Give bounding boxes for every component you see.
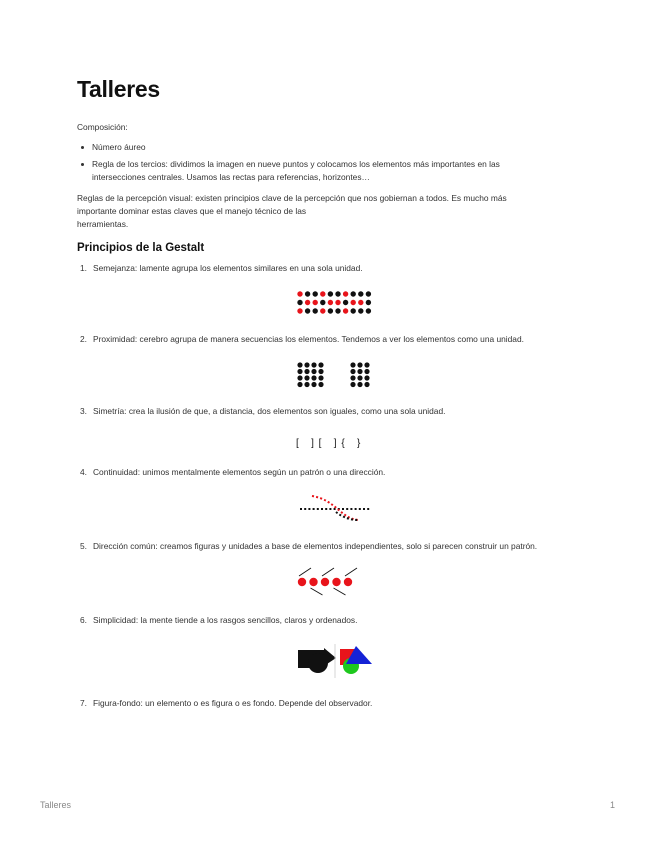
red-dot <box>309 578 317 586</box>
principle-number: 5. <box>80 541 87 551</box>
direction-arrow <box>322 568 334 576</box>
principle-semejanza <box>80 262 363 275</box>
principle-text: Figura-fondo: un elemento o es figura o es fondo. Depende del observador. <box>93 698 373 708</box>
black-dot <box>313 308 318 313</box>
footer-title: Talleres <box>40 800 72 810</box>
red-dot <box>343 308 348 313</box>
black-triangle <box>324 648 336 666</box>
principle-number: 2. <box>80 334 87 344</box>
semejanza-dots-figure <box>296 290 376 318</box>
gestalt-heading: Principios de la Gestalt <box>77 242 205 254</box>
black-dot <box>364 369 369 374</box>
principle-text: Semejanza: lamente agrupa los elementos similares en una sola unidad. <box>93 263 363 273</box>
black-dot <box>318 382 323 387</box>
black-dot <box>304 362 309 367</box>
black-dot <box>357 362 362 367</box>
principle-figura-fondo <box>80 697 373 710</box>
percepcion-line-1: Reglas de la percepción visual: existen principios clave de la percepción que nos gobiernan a todos. Es mucho más <box>77 193 507 203</box>
simetria-brackets-figure: [ ] [ ] { } <box>296 438 362 449</box>
black-dot <box>357 375 362 380</box>
black-dot <box>366 300 371 305</box>
page-title: Talleres <box>77 76 160 102</box>
black-dot <box>350 362 355 367</box>
direction-arrow <box>311 588 323 595</box>
simplicidad-shapes-figure <box>296 644 376 678</box>
principle-direccion-comun <box>80 540 538 553</box>
black-dot <box>351 291 356 296</box>
red-dot <box>328 300 333 305</box>
black-dot <box>318 362 323 367</box>
black-dot <box>297 362 302 367</box>
proximidad-dots-figure <box>296 361 376 389</box>
red-dot <box>298 578 306 586</box>
red-dot <box>313 300 318 305</box>
page-number: 1 <box>610 800 616 810</box>
continuidad-black-curve <box>336 512 358 520</box>
black-dot <box>358 308 363 313</box>
principle-text: Continuidad: unimos mentalmente elementos según un patrón o una dirección. <box>93 467 386 477</box>
red-dot <box>321 578 329 586</box>
black-dot <box>305 291 310 296</box>
black-dot <box>357 369 362 374</box>
black-dot <box>335 308 340 313</box>
red-dot <box>305 300 310 305</box>
principle-proximidad <box>80 333 524 346</box>
red-dot <box>297 308 302 313</box>
black-dot <box>297 375 302 380</box>
principle-text: Simetría: crea la ilusión de que, a distancia, dos elementos son iguales, como una sola unidad. <box>93 406 446 416</box>
black-dot <box>350 382 355 387</box>
black-dot <box>328 308 333 313</box>
black-dot <box>297 300 302 305</box>
percepcion-line-2: importante dominar estas claves que el manejo técnico de las <box>77 206 307 216</box>
black-dot <box>358 291 363 296</box>
continuidad-lines-figure <box>296 492 376 524</box>
black-dot <box>343 300 348 305</box>
black-dot <box>364 382 369 387</box>
black-dot <box>311 382 316 387</box>
red-dot <box>297 291 302 296</box>
red-dot <box>351 300 356 305</box>
principle-number: 1. <box>80 263 87 273</box>
black-dot <box>305 308 310 313</box>
black-dot <box>320 300 325 305</box>
bullet-regla-tercios-cont: intersecciones centrales. Usamos las rectas para referencias, horizontes… <box>92 172 370 182</box>
principle-number: 7. <box>80 698 87 708</box>
black-dot <box>304 382 309 387</box>
simplicidad-color-shapes <box>340 646 372 674</box>
black-dot <box>364 362 369 367</box>
direction-arrow <box>334 588 346 595</box>
black-dot <box>311 375 316 380</box>
red-dot <box>343 291 348 296</box>
black-dot <box>351 308 356 313</box>
black-dot <box>357 382 362 387</box>
red-dot <box>358 300 363 305</box>
black-dot <box>297 382 302 387</box>
black-dot <box>318 375 323 380</box>
red-dot <box>320 308 325 313</box>
direction-arrow <box>345 568 357 576</box>
black-dot <box>366 291 371 296</box>
red-dot <box>344 578 352 586</box>
principle-simplicidad <box>80 614 358 627</box>
principle-text: Dirección común: creamos figuras y unidades a base de elementos independientes, solo si parecen construir un patrón. <box>93 541 538 551</box>
bullet-regla-tercios: Regla de los tercios: dividimos la imagen en nueve puntos y colocamos los elementos más importantes en las <box>92 159 500 169</box>
percepcion-line-3: herramientas. <box>77 219 129 229</box>
principle-number: 4. <box>80 467 87 477</box>
black-dot <box>304 375 309 380</box>
black-dot <box>350 375 355 380</box>
simplicidad-black-composite <box>298 648 336 673</box>
principle-simetria <box>80 405 446 418</box>
black-dot <box>297 369 302 374</box>
principle-continuidad <box>80 466 386 479</box>
principle-text: Proximidad: cerebro agrupa de manera secuencias los elementos. Tendemos a ver los elementos como una unidad. <box>93 334 524 344</box>
direccion-comun-figure <box>296 566 376 596</box>
black-dot <box>311 369 316 374</box>
black-dot <box>364 375 369 380</box>
black-dot <box>328 291 333 296</box>
black-dot <box>313 291 318 296</box>
principle-number: 6. <box>80 615 87 625</box>
red-dot <box>332 578 340 586</box>
composicion-label: Composición: <box>77 122 128 132</box>
black-dot <box>366 308 371 313</box>
black-dot <box>350 369 355 374</box>
principle-number: 3. <box>80 406 87 416</box>
principle-text: Simplicidad: la mente tiende a los rasgos sencillos, claros y ordenados. <box>93 615 358 625</box>
red-dot <box>335 300 340 305</box>
black-dot <box>318 369 323 374</box>
red-dot <box>320 291 325 296</box>
direction-arrow <box>299 568 311 576</box>
black-dot <box>335 291 340 296</box>
black-dot <box>304 369 309 374</box>
bullet-numero-aureo: Número áureo <box>92 142 146 152</box>
black-dot <box>311 362 316 367</box>
